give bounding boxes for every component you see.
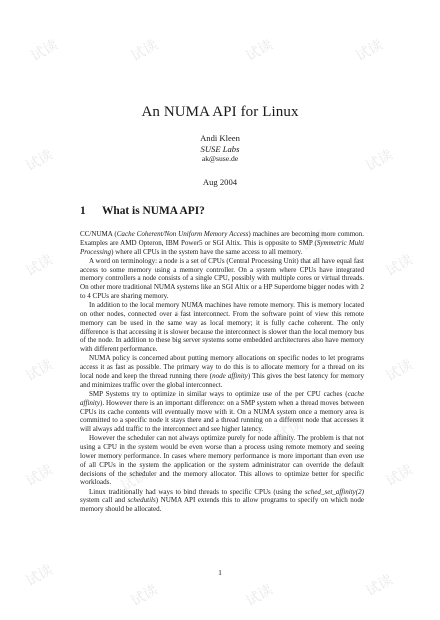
section-number: 1 — [80, 205, 86, 217]
watermark-text: 试读 — [28, 36, 61, 65]
watermark-text: 试读 — [23, 356, 56, 385]
emphasis-text: cache affinity — [80, 390, 364, 407]
paragraph-text: CC/NUMA ( — [80, 230, 117, 238]
watermark-text: 试读 — [363, 146, 396, 175]
paragraph-text: A word on terminology: a node is a set of CPUs (Central Processing Unit) that all have equal fast access to some memory using a memory controller. On a system where CPUs have integrated memory controllers a node consists of a single CPU, possibly with multiple cores or virtual threads. On other more traditional NUMA systems like an SGI Altix or a HP Superdome bigger nodes with 2 to 4 CPUs are sharing memory. — [80, 256, 364, 300]
author-affiliation: SUSE Labs — [200, 143, 240, 154]
watermark-text: 试读 — [128, 581, 161, 610]
body-text — [80, 230, 364, 515]
section-title: What is NUMA API? — [102, 205, 205, 217]
emphasis-text: node affinity — [212, 372, 248, 380]
watermark-text: 试读 — [23, 146, 56, 175]
section-heading — [80, 205, 205, 217]
paragraph-text: SMP Systems try to optimize in similar ways to optimize use of the per CPU caches ( — [89, 390, 348, 399]
watermark-text: 试读 — [23, 461, 56, 490]
author-email: ak@suse.de — [201, 154, 239, 164]
watermark-text: 试读 — [243, 36, 276, 65]
paragraph-text: ) where all CPUs in the system have the same access to all memory. — [111, 247, 303, 256]
document-title: An NUMA API for Linux — [141, 104, 299, 120]
paragraph — [80, 257, 364, 301]
emphasis-text: schedutils — [127, 496, 156, 505]
paragraph-text: ) This gives the best latency for memory and minimizes traffic over the global interconnect. — [80, 372, 364, 389]
paragraph-text: NUMA policy is concerned about putting memory allocations on specific nodes to let programs access it as fast as possible. The primary way to do this is to allocate memory for a thread on its local node and keep the thread running there ( — [80, 354, 364, 380]
paragraph — [80, 230, 364, 256]
watermark-text: 试读 — [383, 461, 416, 490]
watermark-text: 试读 — [383, 356, 416, 385]
watermark-text: 试读 — [23, 251, 56, 280]
watermark-text: 试读 — [363, 571, 396, 600]
author-name: Andi Kleen — [200, 133, 240, 143]
paragraph-text: Linux traditionally had ways to bind threads to specific CPUs (using the — [89, 487, 305, 496]
paragraph-text: ) NUMA API extends this to allow programs to specify on which node memory should be allocated. — [80, 496, 364, 514]
emphasis-text: Cache Coherent/Non Uniform Memory Access — [116, 230, 249, 238]
paragraph-text: In addition to the local memory NUMA machines have remote memory. This is memory located on other nodes, connected over a fast interconnect. From the software point of view this remote memory can be used in the same way as local memory; it is fully cache coherent. The only difference is that accessing it is slower because the interconnect is slower than the local memory bus of the node. In addition to these big server systems some embedded architectures also have memory with different performance. — [80, 301, 364, 354]
paragraph-text: ) machines are becoming more common. Examples are AMD Opteron, IBM Power5 or SGI Altix. This is opposite to SMP ( — [80, 230, 364, 247]
watermark-text: 试读 — [383, 251, 416, 280]
paragraph-text: system call and — [80, 496, 128, 505]
watermark-text: 试读 — [273, 416, 306, 445]
watermark-text: 试读 — [298, 226, 331, 255]
watermark-text: 试读 — [118, 466, 151, 495]
paragraph-text: ). However there is an important difference: on a SMP system when a thread moves between CPUs its cache contents will eventually move with it. On a NUMA system once a memory area is committed to a specific node it stays there and a thread running on a different node that accesses it will always add traffic to the interconnect and see higher latency. — [80, 398, 364, 434]
paragraph — [80, 390, 364, 434]
paragraph — [80, 301, 364, 354]
paragraph — [80, 354, 364, 389]
watermark-text: 试读 — [353, 36, 386, 65]
paragraph — [80, 488, 364, 514]
author-block — [0, 133, 440, 165]
paragraph — [80, 434, 364, 487]
emphasis-text: sched_set_affinity(2) — [304, 487, 364, 496]
watermark-text: 试读 — [173, 296, 206, 325]
watermark-text: 试读 — [243, 581, 276, 610]
watermark-text: 试读 — [128, 36, 161, 65]
watermark-text: 试读 — [23, 561, 56, 590]
paragraph-text: However the scheduler can not always optimize purely for node affinity. The problem is that not using a CPU in the system would be even worse than a process using remote memory and seeing lower memory performance. In cases where memory performance is more important than even use of all CPUs in the system the application or the system administrator can override the default decisions of the scheduler and the memory allocator. This allows to optimize better for specific workloads. — [80, 434, 364, 487]
page-number: 1 — [218, 568, 222, 577]
emphasis-text: Symmetric Multi Processing — [80, 238, 364, 256]
document-date: Aug 2004 — [202, 177, 238, 187]
